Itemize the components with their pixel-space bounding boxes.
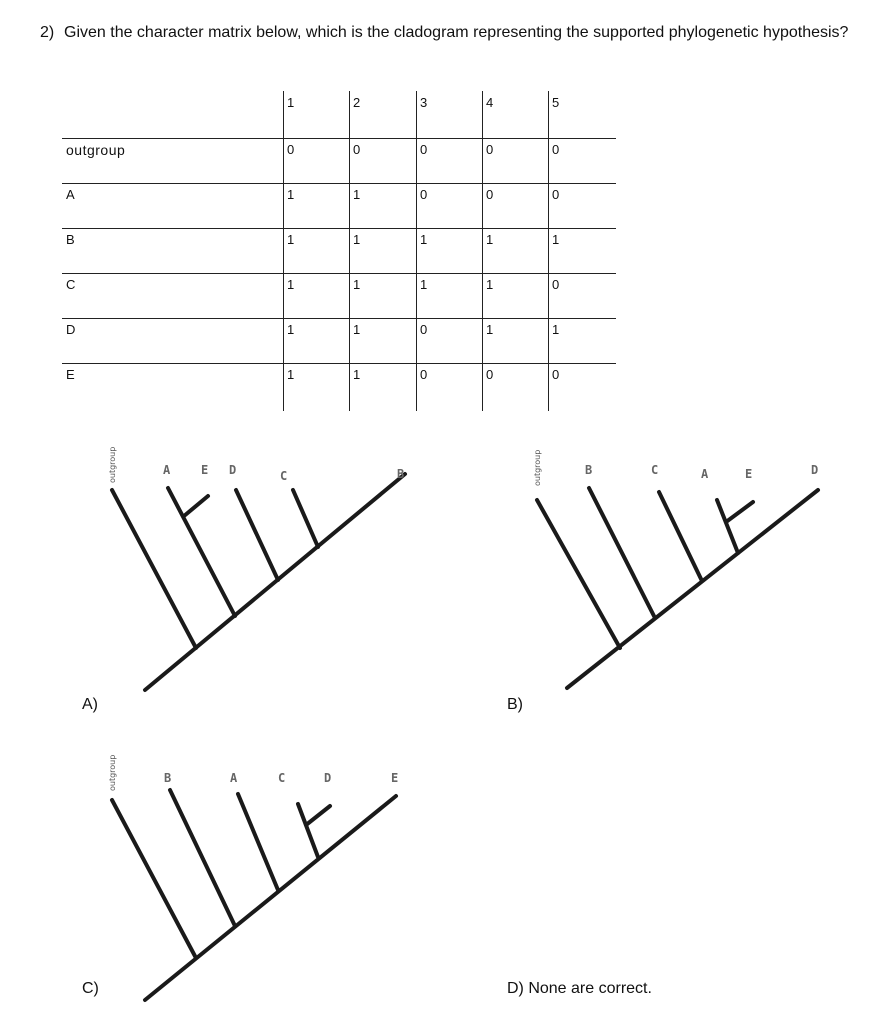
row-divider [62,228,616,229]
matrix-cell: 0 [420,187,428,202]
matrix-cell: 0 [353,142,361,157]
option-a-label: A) [82,696,98,713]
clado-tip-label: B [164,771,172,785]
character-header-4: 4 [486,95,494,110]
option-b-label: B) [507,696,523,713]
option-c-label: C) [82,980,99,997]
matrix-cell: 0 [486,187,494,202]
clado-tip-label: D [324,771,332,785]
matrix-cell: 1 [420,277,428,292]
matrix-cell: 0 [486,142,494,157]
taxon-label-c: C [66,277,76,292]
clado-tip-label: B [397,467,405,481]
matrix-cell: 1 [287,322,295,337]
taxon-label-outgroup: outgroup [66,142,126,158]
matrix-cell: 0 [552,187,560,202]
character-header-1: 1 [287,95,295,110]
clado-tip-label: E [391,771,399,785]
question-text: Given the character matrix below, which is the cladogram representing the supported phylogenetic hypothesis? [64,24,849,41]
matrix-cell: 0 [552,367,560,382]
clado-tip-label: C [278,771,286,785]
column-divider [548,91,549,411]
clado-tip-label: D [811,463,819,477]
column-divider [416,91,417,411]
clado-tip-label: C [280,469,288,483]
outgroup-label: outgroup [108,446,117,483]
matrix-cell: 1 [353,187,361,202]
matrix-cell: 0 [486,367,494,382]
column-divider [482,91,483,411]
matrix-cell: 0 [552,142,560,157]
matrix-cell: 1 [353,322,361,337]
matrix-cell: 1 [287,232,295,247]
clado-tip-label: B [585,463,593,477]
taxon-label-a: A [66,187,75,202]
matrix-cell: 1 [552,322,560,337]
clado-tip-label: E [745,467,753,481]
clado-tip-label: E [201,463,209,477]
clado-tip-label: D [229,463,237,477]
matrix-cell: 0 [420,142,428,157]
column-divider [349,91,350,411]
row-divider [62,318,616,319]
cladogram-option-b [525,428,845,698]
character-header-5: 5 [552,95,560,110]
matrix-cell: 1 [353,367,361,382]
matrix-cell: 1 [287,367,295,382]
row-divider [62,183,616,184]
question-number: 2) [40,24,55,41]
outgroup-label: outgroup [108,754,117,791]
taxon-label-e: E [66,367,75,382]
matrix-cell: 1 [353,232,361,247]
matrix-cell: 1 [486,232,494,247]
taxon-label-d: D [66,322,76,337]
column-divider [283,91,284,411]
row-divider [62,273,616,274]
matrix-cell: 1 [287,187,295,202]
character-header-3: 3 [420,95,428,110]
matrix-cell: 1 [287,277,295,292]
matrix-cell: 0 [420,367,428,382]
cladogram-option-a [100,428,420,698]
matrix-cell: 1 [552,232,560,247]
taxon-label-b: B [66,232,75,247]
cladogram-option-c [100,738,420,1008]
matrix-cell: 1 [486,322,494,337]
option-d-none-correct: D) None are correct. [507,980,652,997]
row-divider [62,363,616,364]
clado-tip-label: A [163,463,171,477]
clado-tip-label: C [651,463,659,477]
matrix-cell: 1 [420,232,428,247]
matrix-cell: 1 [353,277,361,292]
matrix-cell: 0 [287,142,295,157]
matrix-cell: 0 [552,277,560,292]
outgroup-label: outgroup [533,449,542,486]
clado-tip-label: A [701,467,709,481]
character-matrix [0,0,887,420]
character-header-2: 2 [353,95,361,110]
matrix-cell: 0 [420,322,428,337]
row-divider [62,138,616,139]
matrix-cell: 1 [486,277,494,292]
clado-tip-label: A [230,771,238,785]
